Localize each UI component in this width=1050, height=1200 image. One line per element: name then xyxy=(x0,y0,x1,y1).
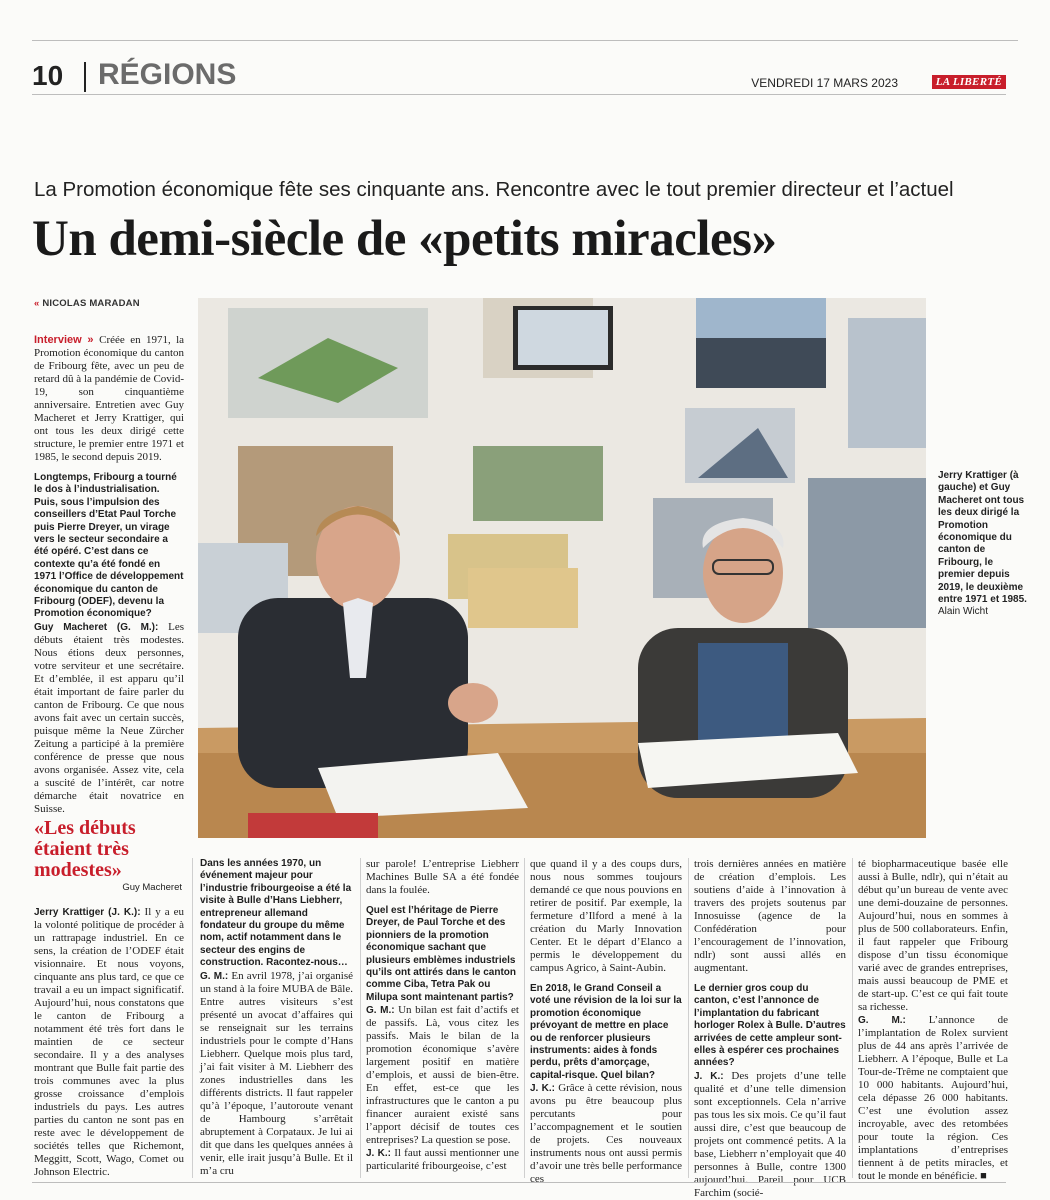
bottom-rule xyxy=(32,1182,1006,1183)
answer-text: Il y a eu la volonté politique de procéder à un rattrapage industriel. En ce sens, la création de l’ODEF était visionnaire. Et nous voyons, cinquante ans plus tard, ce que ce travail a eu un impact significatif. Aujourd’hui, nous constatons que le canton de Fribourg a notamment été très fort dans le maintien de ce secteur secondaire. Il y a des analyses montrant que Bulle fait partie des trois communes avec la plus grosse croissance d’emplois industriels du pays. Les autres parties du canton ne sont pas en reste avec le développement de sociétés telles que Richemont, Meggitt, Scott, Wago, Comet ou Johnson Electric. xyxy=(34,906,185,1178)
answer-text: L’annonce de l’implantation de Rolex survient plus de 44 ans après l’arrivée de Liebherr. A l’époque, Bulle et La Tour-de-Trême ne comptaient que 10 000 habitants. Aujourd’hui, cela dépasse 26 000 habitants. C’est une évolution assez incroyable, avec des retombées pour toute la région. Ces implantations d’entreprises tiennent à de petits miracles, et tout le monde en bénéficie. ■ xyxy=(858,1014,1009,1182)
answer-text: Grâce à cette révision, nous avons pu être beaucoup plus percutants pour l’accompagnement et le soutien de projets. Ces nouveaux instruments nous ont aussi permis d’avoir une très belle performance ces xyxy=(530,1082,683,1186)
speaker-label: G. M.: xyxy=(858,1015,906,1026)
newspaper-logo: LA LIBERTÉ xyxy=(932,75,1006,89)
photo-caption xyxy=(938,470,1028,619)
header-separator xyxy=(84,62,86,92)
question-2: Dans les années 1970, un événement majeur pour l’industrie fribourgeoise a été la visite à Bulle d’Hans Liebherr, entrepreneur allemand fondateur du groupe du même nom, actif notamment dans le secteur des engins de construction. Racontez-nous… xyxy=(200,858,352,969)
answer-1 xyxy=(34,621,184,816)
chevron-left-icon: « xyxy=(34,298,40,309)
answer-text: Un bilan est fait d’actifs et de passifs. Là, vous citez les passifs. Mais le bilan de la promotion économique s’avère largement positif en matière d’emplois, et aussi de bien-être. En effet, est-ce que les infrastructures que le canton a pu financer auraient existé sans l’apport décisif de toutes ces entreprises? La question se pose. xyxy=(366,1004,519,1147)
speaker-label: Jerry Krattiger (J. K.): xyxy=(34,907,141,918)
interview-tag: Interview xyxy=(34,334,82,346)
column-5 xyxy=(694,858,846,1200)
pull-quote-author: Guy Macheret xyxy=(122,882,182,893)
speaker-label: J. K.: xyxy=(366,1148,391,1160)
top-rule xyxy=(32,40,1018,41)
column-rule xyxy=(192,858,193,1178)
answer-text: En avril 1978, j’ai organisé un stand à la foire MUBA de Bâle. Entre autres visiteurs s’est présenté un avocat d’affaires qui se renseignait sur les terrains industriels pour le compte d’Hans Liebherr. Quelque mois plus tard, j’ai fait visiter à M. Liebherr des zones industrielles dans les différents districts. Il faut rappeler qu’à l’époque, l’autoroute venant de Hambourg s’arrêtait abruptement à Corpataux. Je lui ai dit que dans les quelques années à venir, elle irait jusqu’à Bulle. Et il m’a cru xyxy=(200,969,353,1177)
answer-continued: té biopharmaceutique basée elle aussi à Bulle, ndlr), qui n’était au début qu’un bureau de vente avec une demi-douzaine de personnes. Aujourd’hui, nous en sommes à plus de 500 collaborateurs. Enfin, il faut rappeler que Fribourg dispose d’un tissu économique varié avec de grandes entreprises, mais aussi beaucoup de PME et de start-up. C’est ce qui fait toute sa richesse. xyxy=(858,858,1008,1013)
photo-credit: Alain Wicht xyxy=(938,606,989,618)
answer-continued: sur parole! L’entreprise Liebherr Machines Bulle SA a été fondée dans la foulée. xyxy=(366,858,519,896)
answer-text: Des projets d’une telle qualité et d’une telle dimension sont exceptionnels. Cela n’arrive pas tous les six mois. Ce qu’il faut aussi dire, c’est que beaucoup de projets ont commencé petits. A la base, Liebherr n’employait que 40 personnes à Bulle, contre 1300 aujourd’hui. Pareil pour UCB Farchim (socié- xyxy=(694,1069,847,1199)
column-1-bottom xyxy=(34,906,184,1179)
column-rule xyxy=(852,858,853,1178)
pull-quote: «Les débuts étaient très modestes» xyxy=(34,817,136,881)
answer-text: Il faut aussi mentionner une particularité fribourgeoise, c’est xyxy=(366,1147,519,1173)
answer-2 xyxy=(34,906,184,1179)
article-kicker: La Promotion économique fête ses cinquante ans. Rencontre avec le tout premier directeur et l’actuel xyxy=(34,178,954,201)
question-5: Le dernier gros coup du canton, c’est l’annonce de l’implantation du fabricant horloger Rolex à Bulle. D’autres arrivées de cette ampleur sont-elles à espérer ces prochaines années? xyxy=(694,983,846,1069)
intro-paragraph xyxy=(34,334,184,464)
answer-continued: que quand il y a des coups durs, nous nous sommes toujours demandé ce que nous pouvions en retirer de positif. Par exemple, la fermeture d’Ilford a mené à la création du Marly Innovation Center. Et le départ d’Elanco a permis le développement du campus Agrico, à Saint-Aubin. xyxy=(530,858,682,974)
header-rule xyxy=(32,94,1006,95)
answer-6 xyxy=(530,1082,682,1186)
answer-4 xyxy=(366,1004,519,1147)
speaker-label: J. K.: xyxy=(694,1070,724,1082)
column-4 xyxy=(530,858,682,1186)
chevron-right-icon: » xyxy=(81,334,100,346)
page-number: 10 xyxy=(32,60,64,91)
speaker-label: Guy Macheret (G. M.): xyxy=(34,621,159,633)
article-headline: Un demi-siècle de «petits miracles» xyxy=(32,211,777,267)
caption-text: Jerry Krattiger (à gauche) et Guy Macheret ont tous les deux dirigé la Promotion économique du canton de Fribourg, le premier depuis 2019, le deuxième entre 1971 et 1985. xyxy=(938,470,1027,606)
column-2 xyxy=(200,858,353,1178)
question-3: Quel est l’héritage de Pierre Dreyer, de Paul Torche et des pionniers de la promotion économique sachant que plusieurs emblèmes industriels qu’ils ont attirés dans le canton comme Ciba, Tetra Pak ou Milupa sont maintenant partis? xyxy=(366,905,517,1003)
speaker-label: J. K.: xyxy=(530,1083,555,1095)
byline xyxy=(34,298,140,309)
author-name: NICOLAS MARADAN xyxy=(42,298,140,309)
photo-illustration xyxy=(198,298,926,838)
column-3 xyxy=(366,858,519,1173)
question-4: En 2018, le Grand Conseil a voté une révision de la loi sur la promotion économique prévoyant de mettre en place ou de renforcer plusieurs instruments: aides à fonds perdu, prêts d’amorçage, capital-risque. Quel bilan? xyxy=(530,983,682,1081)
column-1 xyxy=(34,334,184,816)
column-rule xyxy=(360,858,361,1178)
page-header xyxy=(32,58,1006,98)
issue-date: VENDREDI 17 MARS 2023 xyxy=(751,76,898,90)
answer-5 xyxy=(366,1147,519,1173)
speaker-label: G. M.: xyxy=(366,1005,395,1017)
answer-3 xyxy=(200,970,353,1178)
column-6 xyxy=(858,858,1008,1183)
answer-7 xyxy=(694,1070,846,1200)
article-photo xyxy=(198,298,926,838)
answer-text: Les débuts étaient très modestes. Nous étions deux personnes, votre serviteur et une secrétaire. Et d’emblée, il est apparu qu’il était important de faire parler du canton de Fribourg. Ce que nous avons fait avec un certain succès, puisque même la Neue Zürcher Zeitung a participé à la première conférence de presse que nous avons organisée. Assez vite, cela a suscité de l’intérêt, car notre démarche était novatrice en Suisse. xyxy=(34,620,184,815)
column-rule xyxy=(688,858,689,1178)
section-title: RÉGIONS xyxy=(98,58,237,91)
intro-text: Créée en 1971, la Promotion économique du canton de Fribourg fête, avec un peu de retard dû à la pandémie de Covid-19, son cinquantième anniversaire. Entretien avec Guy Macheret et Jerry Krattiger, qui ont tous les deux dirigé cette structure, le premier entre 1971 et 1985, le second depuis 2019. xyxy=(34,334,185,463)
column-rule xyxy=(524,858,525,1178)
speaker-label: G. M.: xyxy=(200,970,229,982)
answer-continued: trois dernières années en matière de création d’emplois. Les soutiens d’aide à l’innovation à travers des projets soutenus par Innosuisse (agence de la Confédération pour l’encouragement de l’innovation, ndlr) sont aussi allés en augmentant. xyxy=(694,858,846,974)
question-1: Longtemps, Fribourg a tourné le dos à l’industrialisation. Puis, sous l’impulsion des conseillers d’Etat Paul Torche puis Pierre Dreyer, un virage vers le secteur secondaire a été opéré. C’est dans ce contexte qu’a été fondé en 1971 l’Office de développement économique du canton de Fribourg (ODEF), devenu la Promotion économique? xyxy=(34,472,184,620)
answer-8 xyxy=(858,1014,1008,1183)
